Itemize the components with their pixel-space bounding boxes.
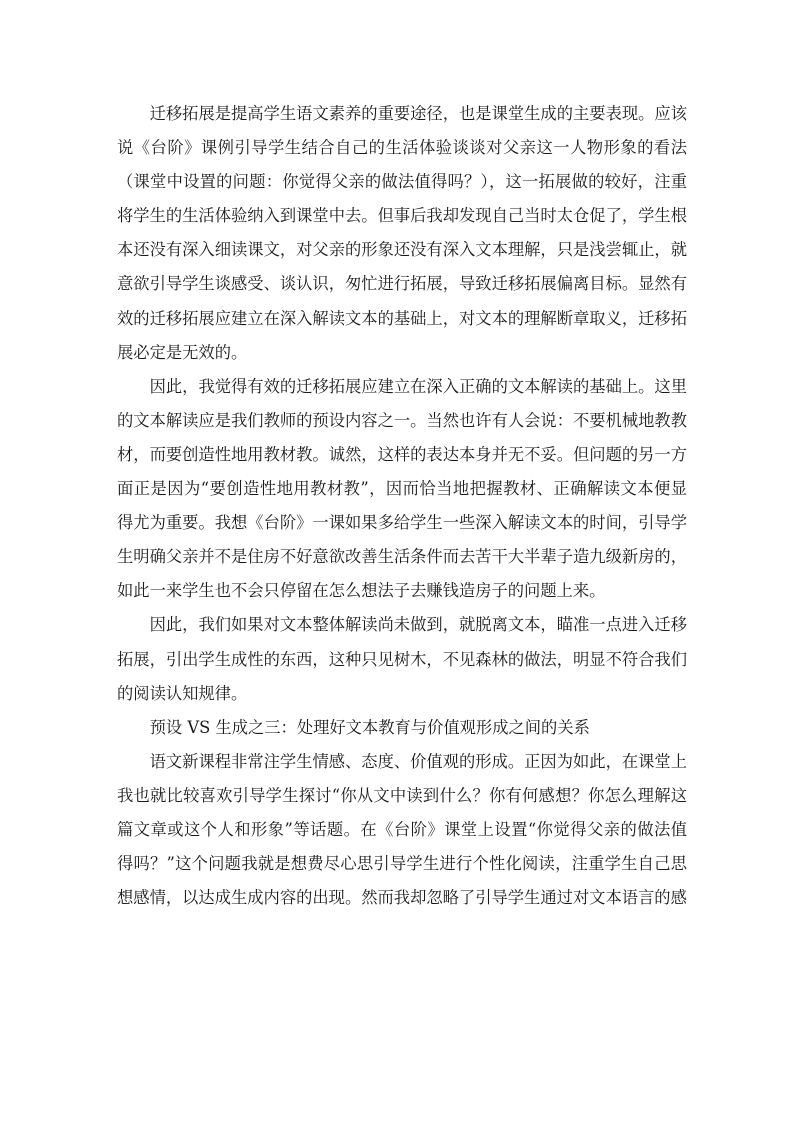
paragraph-values-formation: 语文新课程非常注学生情感、态度、价值观的形成。正因为如此，在课堂上我也就比较喜欢引导学生探讨“你从文中读到什么？你有何感想？你怎么理解这篇文章或这个人和形象”等话题。在《台阶》课堂上设置“你觉得父亲的做法值得吗？”这个问题我就是想费尽心思引导学生进行个性化阅读，注重学生自己思想感情，以达成生成内容的出现。然而我却忽略了引导学生通过对文本语言的感 xyxy=(117,751,687,908)
paragraph-transfer-extension: 迁移拓展是提高学生语文素养的重要途径，也是课堂生成的主要表现。应该说《台阶》课例引导学生结合自己的生活体验谈谈对父亲这一人物形象的看法（课堂中设置的问题：你觉得父亲的做法值得吗？），这一拓展做的较好，注重将学生的生活体验纳入到课堂中去。但事后我却发现自己当时太仓促了，学生根本还没有深入细读课文，对父亲的形象还没有深入文本理解，只是浅尝辄止，就意欲引导学生谈感受、谈认识，匆忙进行拓展，导致迁移拓展偏离目标。显然有效的迁移拓展应建立在深入解读文本的基础上，对文本的理解断章取义，迁移拓展必定是无效的。 xyxy=(117,104,687,362)
section-heading: 预设 VS 生成之三：处理好文本教育与价值观形成之间的关系 xyxy=(149,717,590,737)
paragraph-conclusion: 因此，我们如果对文本整体解读尚未做到，就脱离文本，瞄准一点进入迁移拓展，引出学生成性的东西，这种只见树木，不见森林的做法，明显不符合我们的阅读认知规律。 xyxy=(117,615,687,703)
document-body xyxy=(117,97,687,915)
paragraph-text-interpretation: 因此，我觉得有效的迁移拓展应建立在深入正确的文本解读的基础上。这里的文本解读应是我们教师的预设内容之一。当然也许有人会说：不要机械地教教材，而要创造性地用教材教。诚然，这样的表达本身并无不妥。但问题的另一方面正是因为“要创造性地用教材教”，因而恰当地把握教材、正确解读文本便显得尤为重要。我想《台阶》一课如果多给学生一些深入解读文本的时间，引导学生明确父亲并不是住房不好意欲改善生活条件而去苦干大半辈子造九级新房的，如此一来学生也不会只停留在怎么想法子去赚钱造房子的问题上来。 xyxy=(117,376,687,601)
